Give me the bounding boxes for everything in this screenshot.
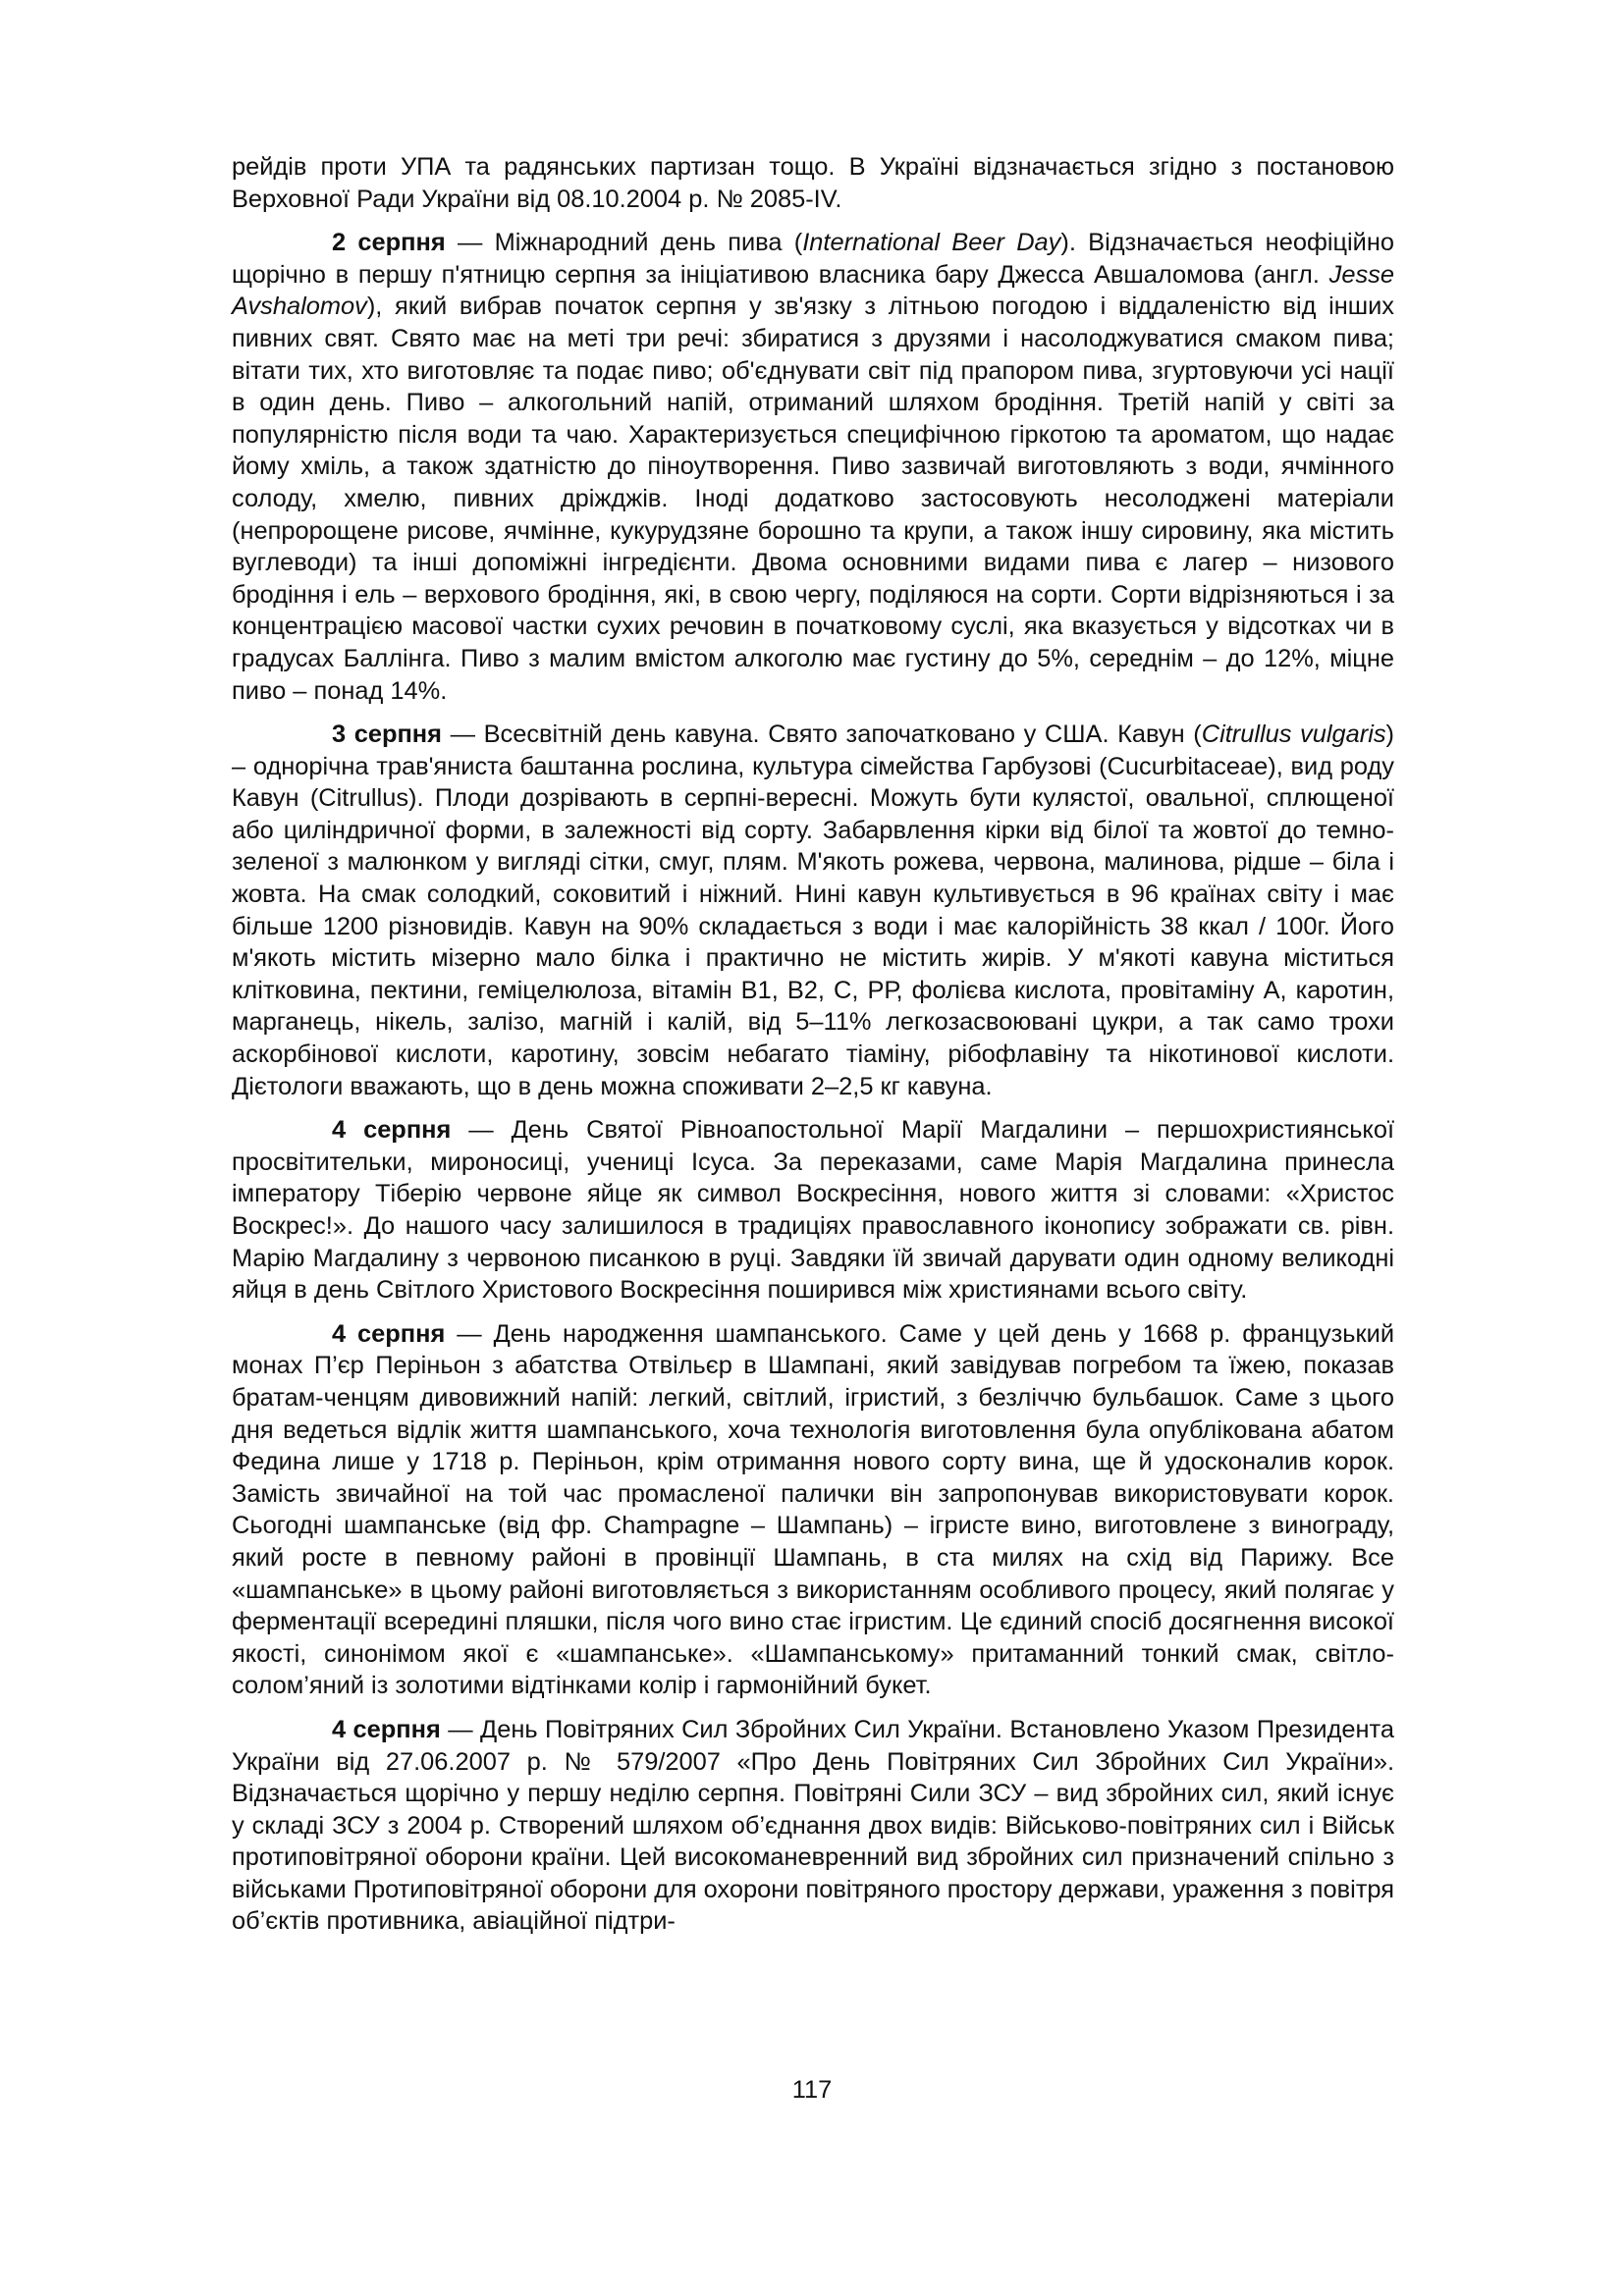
entry-date: 4 серпня (332, 1715, 441, 1743)
entry-text: ), який вибрав початок серпня у зв'язку з літньою погодою і віддаленістю від інших пивних свят. Свято має на меті три речі: збиратися з друзями і насолоджуватися смаком пива; вітати тих, хто виготовляє та подає пиво; об'єднувати світ під прапором пива, згуртовуючи усі нації в один день. Пиво – алкогольний напій, отриманий шляхом бродіння. Третій напій у світі за популярністю після води та чаю. Характеризується специфічною гіркотою та ароматом, що надає йому хміль, а також здатністю до піноутворення. Пиво зазвичай виготовляють з води, ячмінного солоду, хмелю, пивних дріжджів. Іноді додатково застосовують несолоджені матеріали (непророщене рисове, ячмінне, кукурудзяне борошно та крупи, а також іншу сировину, яка містить вуглеводи) та інші допоміжні інгредієнти. Двома основними видами пива є лагер – низового бродіння і ель – верхового бродіння, які, в свою чергу, поділяюся на сорти. Сорти відрізняються і за концентрацією масової частки сухих речовин в початковому суслі, яка вказується у відсотках чи в градусах Баллінга. Пиво з малим вмістом алкоголю має густину до 5%, середнім – до 12%, міцне пиво – понад 14%. (232, 293, 1394, 705)
entry-text-italic: Jesse Avshalomov (232, 260, 1394, 321)
entry-dash: — (445, 1319, 494, 1348)
entry-dash: — (440, 1715, 481, 1743)
entry-mary-magdalene-day (232, 1114, 1394, 1307)
entry-date: 3 серпня (332, 721, 442, 749)
entry-text: ). Відзначається неофіційно щорічно в першу п'ятницю серпня за ініціативою власника бару Джесса Авшаломова (англ. (232, 229, 1394, 289)
entry-date: 2 серпня (332, 229, 446, 257)
entry-text: День Святої Рівноапостольної Марії Магдалини – першохристиянської просвітительки, мироносиці, учениці Ісуса. За переказами, саме Марія Магдалина принесла імператору Тіберію червоне яйце як символ Воскресіння, нового життя зі словами: «Христос Воскрес!». До нашого часу залишилося в традиціях православного іконопису зображати св. рівн. Марію Магдалину з червоною писанкою в руці. Завдяки їй звичай дарувати один одному великодні яйця в день Світлого Христового Воскресіння поширився між християнами всього світу. (232, 1116, 1394, 1305)
entry-text-italic: Citrullus vulgaris (1201, 721, 1386, 749)
entry-dash: — (445, 229, 495, 257)
entry-air-force-day (232, 1714, 1394, 1938)
entry-text: День народження шампанського. Саме у цей день у 1668 р. французький монах П’єр Періньон з абатства Отвільєр в Шампані, який завідував погребом та їжею, показав братам-ченцям дивовижний напій: легкий, світлий, ігристий, з безліччю бульбашок. Саме з цього дня ведеться відлік життя шампанського, хоча технологія виготовлення була опублікована абатом Федина лише у 1718 р. Періньон, крім отримання нового сорту вина, ще й удосконалив корок. Замість звичайної на той час промасленої палички він запропонував використовувати корок. Сьогодні шампанське (від фр. Champagne – Шампань) – ігристе вино, виготовлене з винограду, який росте в певному районі в провінції Шампань, в ста милях на схід від Парижу. Все «шампанське» в цьому районі виготовляється з використанням особливого процесу, який полягає у ферментації всередині пляшки, після чого вино стає ігристим. Це єдиний спосіб досягнення високої якості, синонімом якої є «шампанське». «Шампанському» притаманний тонкий смак, світло-солом’яний із золотими відтінками колір і гармонійний букет. (232, 1319, 1394, 1700)
entry-text: Міжнародний день пива ( (494, 229, 803, 257)
entry-text-italic: International Beer Day (802, 229, 1061, 257)
paragraph-continuation (232, 151, 1394, 215)
entry-dash: — (451, 1116, 512, 1145)
page-body (232, 151, 1394, 1949)
entry-date: 4 серпня (332, 1319, 446, 1348)
entry-watermelon-day (232, 719, 1394, 1102)
entry-date: 4 серпня (332, 1116, 452, 1145)
page-number: 117 (791, 2076, 833, 2104)
entry-text: Всесвітній день кавуна. Свято започатковано у США. Кавун ( (483, 721, 1202, 749)
paragraph-text: рейдів проти УПА та радянських партизан тощо. В Україні відзначається згідно з постановою Верховної Ради України від 08.10.2004 р. № 2085-IV. (232, 153, 1394, 213)
entry-champagne-day (232, 1318, 1394, 1702)
entry-dash: — (441, 721, 484, 749)
entry-text: ) – однорічна трав'яниста баштанна рослина, культура сімейства Гарбузові (Cucurbitaceae), вид роду Кавун (Citrullus). Плоди дозрівають в серпні-вересні. Можуть бути кулястої, овальної, сплющеної або циліндричної форми, в залежності від сорту. Забарвлення кірки від білої та жовтої до темно-зеленої з малюнком у вигляді сітки, смуг, плям. М'якоть рожева, червона, малинова, рідше – біла і жовта. На смак солодкий, соковитий і ніжний. Нині кавун культивується в 96 країнах світу і має більше 1200 різновидів. Кавун на 90% складається з води і має калорійність 38 ккал / 100г. Його м'якоть містить мізерно мало білка і практично не містить жирів. У м'якоті кавуна міститься клітковина, пектини, геміцелюлоза, вітамін В1, В2, С, РР, фолієва кислота, провітаміну А, каротин, марганець, нікель, залізо, магній і калій, від 5–11% легкозасвоювані цукри, а так само трохи аскорбінової кислоти, каротину, зовсім небагато тіаміну, рібофлавіну та нікотинової кислоти. Дієтологи вважають, що в день можна споживати 2–2,5 кг кавуна. (232, 721, 1394, 1100)
entry-text: День Повітряних Сил Збройних Сил України. Встановлено Указом Президента України від 27.06.2007 р. № 579/2007 «Про День Повітряних Сил Збройних Сил України». Відзначається щорічно у першу неділю серпня. Повітряні Сили ЗСУ – вид збройних сил, який існує у складі ЗСУ з 2004 р. Створений шляхом об’єднання двох видів: Військово-повітряних сил і Військ протиповітряної оборони країни. Цей високоманевренний вид збройних сил призначений спільно з військами Протиповітряної оборони для охорони повітряного простору держави, ураження з повітря об’єктів противника, авіаційної підтри- (232, 1715, 1394, 1936)
entry-beer-day (232, 227, 1394, 707)
